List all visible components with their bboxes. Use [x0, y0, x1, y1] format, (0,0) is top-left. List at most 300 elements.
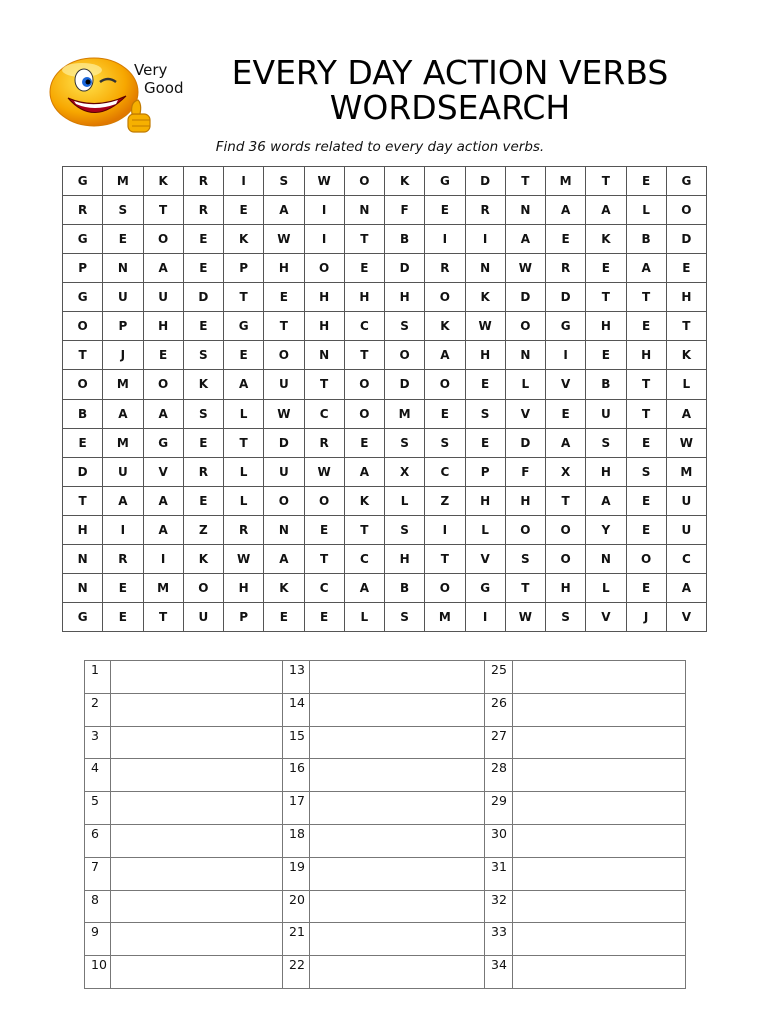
grid-cell[interactable]: C	[304, 399, 344, 428]
grid-cell[interactable]: R	[546, 254, 586, 283]
grid-cell[interactable]: D	[264, 428, 304, 457]
grid-cell[interactable]: G	[465, 573, 505, 602]
grid-cell[interactable]: M	[143, 573, 183, 602]
grid-cell[interactable]: V	[546, 370, 586, 399]
grid-cell[interactable]: T	[344, 515, 384, 544]
answer-blank[interactable]	[310, 759, 485, 792]
grid-cell[interactable]: A	[425, 341, 465, 370]
grid-cell[interactable]: B	[63, 399, 103, 428]
grid-cell[interactable]: H	[586, 312, 626, 341]
grid-cell[interactable]: A	[586, 196, 626, 225]
grid-cell[interactable]: E	[264, 602, 304, 631]
grid-cell[interactable]: E	[465, 370, 505, 399]
grid-cell[interactable]: S	[546, 602, 586, 631]
answer-blank[interactable]	[513, 759, 686, 792]
grid-cell[interactable]: L	[224, 486, 264, 515]
grid-cell[interactable]: J	[626, 602, 666, 631]
grid-cell[interactable]: O	[546, 515, 586, 544]
grid-cell[interactable]: F	[505, 457, 545, 486]
grid-cell[interactable]: O	[344, 370, 384, 399]
grid-cell[interactable]: D	[505, 283, 545, 312]
grid-cell[interactable]: E	[304, 602, 344, 631]
grid-cell[interactable]: E	[626, 428, 666, 457]
answer-blank[interactable]	[513, 693, 686, 726]
grid-cell[interactable]: R	[425, 254, 465, 283]
grid-cell[interactable]: E	[304, 515, 344, 544]
grid-cell[interactable]: A	[344, 457, 384, 486]
grid-cell[interactable]: H	[224, 573, 264, 602]
grid-cell[interactable]: N	[505, 196, 545, 225]
grid-cell[interactable]: D	[546, 283, 586, 312]
grid-cell[interactable]: U	[103, 283, 143, 312]
grid-cell[interactable]: W	[224, 544, 264, 573]
grid-cell[interactable]: U	[264, 370, 304, 399]
grid-cell[interactable]: D	[183, 283, 223, 312]
grid-cell[interactable]: M	[666, 457, 706, 486]
grid-cell[interactable]: B	[586, 370, 626, 399]
grid-cell[interactable]: P	[465, 457, 505, 486]
grid-cell[interactable]: G	[546, 312, 586, 341]
grid-cell[interactable]: I	[425, 225, 465, 254]
grid-cell[interactable]: E	[63, 428, 103, 457]
grid-cell[interactable]: O	[143, 370, 183, 399]
grid-cell[interactable]: B	[626, 225, 666, 254]
grid-cell[interactable]: E	[143, 341, 183, 370]
grid-cell[interactable]: W	[304, 167, 344, 196]
grid-cell[interactable]: E	[264, 283, 304, 312]
grid-cell[interactable]: Z	[183, 515, 223, 544]
grid-cell[interactable]: O	[425, 573, 465, 602]
grid-cell[interactable]: C	[304, 573, 344, 602]
answer-blank[interactable]	[111, 890, 283, 923]
grid-cell[interactable]: I	[143, 544, 183, 573]
answer-blank[interactable]	[111, 923, 283, 956]
answer-blank[interactable]	[111, 759, 283, 792]
grid-cell[interactable]: C	[344, 312, 384, 341]
grid-cell[interactable]: I	[546, 341, 586, 370]
grid-cell[interactable]: L	[344, 602, 384, 631]
grid-cell[interactable]: V	[666, 602, 706, 631]
answer-blank[interactable]	[111, 956, 283, 989]
grid-cell[interactable]: S	[385, 428, 425, 457]
grid-cell[interactable]: G	[143, 428, 183, 457]
grid-cell[interactable]: O	[505, 515, 545, 544]
grid-cell[interactable]: G	[63, 167, 103, 196]
grid-cell[interactable]: R	[63, 196, 103, 225]
grid-cell[interactable]: T	[344, 341, 384, 370]
grid-cell[interactable]: T	[546, 486, 586, 515]
grid-cell[interactable]: T	[586, 167, 626, 196]
grid-cell[interactable]: E	[183, 254, 223, 283]
grid-cell[interactable]: V	[505, 399, 545, 428]
wordsearch-grid	[62, 166, 707, 632]
grid-cell[interactable]: L	[224, 399, 264, 428]
grid-cell[interactable]: H	[666, 283, 706, 312]
answer-row	[85, 759, 686, 792]
grid-cell[interactable]: K	[183, 544, 223, 573]
grid-cell[interactable]: U	[666, 515, 706, 544]
grid-cell[interactable]: O	[626, 544, 666, 573]
grid-cell[interactable]: A	[103, 486, 143, 515]
grid-cell[interactable]: O	[385, 341, 425, 370]
answer-blank[interactable]	[513, 792, 686, 825]
answer-blank[interactable]	[310, 956, 485, 989]
grid-cell[interactable]: P	[224, 602, 264, 631]
grid-cell[interactable]: W	[666, 428, 706, 457]
answer-blank[interactable]	[513, 890, 686, 923]
grid-cell[interactable]: T	[304, 544, 344, 573]
grid-cell[interactable]: S	[586, 428, 626, 457]
grid-cell[interactable]: H	[465, 341, 505, 370]
grid-cell[interactable]: T	[63, 486, 103, 515]
grid-row	[63, 370, 707, 399]
grid-cell[interactable]: S	[264, 167, 304, 196]
grid-cell[interactable]: K	[264, 573, 304, 602]
grid-cell[interactable]: N	[304, 341, 344, 370]
answer-blank[interactable]	[111, 792, 283, 825]
grid-cell[interactable]: M	[385, 399, 425, 428]
grid-cell[interactable]: E	[626, 312, 666, 341]
grid-cell[interactable]: A	[143, 399, 183, 428]
grid-cell[interactable]: H	[63, 515, 103, 544]
answer-blank[interactable]	[513, 857, 686, 890]
grid-cell[interactable]: O	[304, 254, 344, 283]
grid-cell[interactable]: S	[183, 399, 223, 428]
grid-cell[interactable]: U	[264, 457, 304, 486]
answer-blank[interactable]	[513, 726, 686, 759]
grid-cell[interactable]: W	[304, 457, 344, 486]
grid-cell[interactable]: H	[505, 486, 545, 515]
answer-blank[interactable]	[310, 661, 485, 694]
grid-cell[interactable]: S	[385, 312, 425, 341]
grid-cell[interactable]: O	[344, 167, 384, 196]
grid-cell[interactable]: R	[304, 428, 344, 457]
grid-cell[interactable]: E	[344, 254, 384, 283]
grid-cell[interactable]: N	[505, 341, 545, 370]
grid-cell[interactable]: K	[344, 486, 384, 515]
grid-cell[interactable]: K	[183, 370, 223, 399]
grid-cell[interactable]: A	[264, 544, 304, 573]
grid-cell[interactable]: U	[183, 602, 223, 631]
grid-cell[interactable]: T	[586, 283, 626, 312]
grid-cell[interactable]: E	[586, 254, 626, 283]
grid-cell[interactable]: A	[505, 225, 545, 254]
grid-cell[interactable]: I	[465, 225, 505, 254]
grid-cell[interactable]: S	[103, 196, 143, 225]
grid-cell[interactable]: W	[505, 254, 545, 283]
grid-cell[interactable]: A	[546, 196, 586, 225]
grid-row	[63, 515, 707, 544]
grid-cell[interactable]: K	[425, 312, 465, 341]
grid-cell[interactable]: C	[666, 544, 706, 573]
grid-cell[interactable]: M	[425, 602, 465, 631]
grid-cell[interactable]: I	[224, 167, 264, 196]
grid-cell[interactable]: U	[103, 457, 143, 486]
grid-cell[interactable]: S	[183, 341, 223, 370]
grid-cell[interactable]: E	[626, 515, 666, 544]
grid-cell[interactable]: K	[666, 341, 706, 370]
answer-blank[interactable]	[310, 726, 485, 759]
grid-cell[interactable]: T	[143, 196, 183, 225]
grid-cell[interactable]: L	[465, 515, 505, 544]
grid-cell[interactable]: O	[264, 341, 304, 370]
answer-blank[interactable]	[310, 890, 485, 923]
grid-cell[interactable]: W	[465, 312, 505, 341]
grid-cell[interactable]: H	[304, 312, 344, 341]
grid-cell[interactable]: M	[103, 167, 143, 196]
grid-cell[interactable]: D	[465, 167, 505, 196]
grid-cell[interactable]: T	[425, 544, 465, 573]
grid-cell[interactable]: L	[385, 486, 425, 515]
grid-cell[interactable]: A	[103, 399, 143, 428]
grid-cell[interactable]: E	[224, 196, 264, 225]
grid-cell[interactable]: A	[143, 486, 183, 515]
grid-cell[interactable]: I	[425, 515, 465, 544]
answer-blank[interactable]	[111, 857, 283, 890]
grid-cell[interactable]: A	[626, 254, 666, 283]
grid-cell[interactable]: V	[143, 457, 183, 486]
grid-cell[interactable]: T	[626, 370, 666, 399]
grid-cell[interactable]: A	[143, 254, 183, 283]
answer-number: 18	[283, 824, 310, 857]
grid-cell[interactable]: I	[465, 602, 505, 631]
grid-cell[interactable]: L	[666, 370, 706, 399]
grid-cell[interactable]: L	[505, 370, 545, 399]
grid-cell[interactable]: V	[586, 602, 626, 631]
grid-cell[interactable]: D	[63, 457, 103, 486]
grid-cell[interactable]: O	[546, 544, 586, 573]
grid-cell[interactable]: P	[103, 312, 143, 341]
grid-cell[interactable]: H	[465, 486, 505, 515]
grid-cell[interactable]: Y	[586, 515, 626, 544]
grid-cell[interactable]: E	[425, 196, 465, 225]
grid-cell[interactable]: C	[425, 457, 465, 486]
answer-blank[interactable]	[513, 661, 686, 694]
grid-cell[interactable]: X	[385, 457, 425, 486]
grid-cell[interactable]: E	[546, 225, 586, 254]
grid-cell[interactable]: H	[586, 457, 626, 486]
answer-number: 22	[283, 956, 310, 989]
grid-cell[interactable]: A	[224, 370, 264, 399]
answer-blank[interactable]	[310, 693, 485, 726]
answer-blank[interactable]	[111, 693, 283, 726]
answer-blank[interactable]	[111, 726, 283, 759]
grid-cell[interactable]: H	[626, 341, 666, 370]
grid-cell[interactable]: O	[143, 225, 183, 254]
grid-cell[interactable]: H	[264, 254, 304, 283]
grid-cell[interactable]: N	[344, 196, 384, 225]
grid-cell[interactable]: I	[304, 196, 344, 225]
grid-cell[interactable]: E	[425, 399, 465, 428]
grid-cell[interactable]: E	[626, 486, 666, 515]
answer-blank[interactable]	[111, 661, 283, 694]
grid-cell[interactable]: O	[264, 486, 304, 515]
answer-blank[interactable]	[310, 923, 485, 956]
answer-number: 27	[485, 726, 513, 759]
answer-blank[interactable]	[513, 956, 686, 989]
grid-cell[interactable]: E	[183, 312, 223, 341]
grid-cell[interactable]: N	[103, 254, 143, 283]
grid-cell[interactable]: S	[385, 602, 425, 631]
page-title	[200, 55, 700, 125]
grid-cell[interactable]: U	[666, 486, 706, 515]
grid-cell[interactable]: O	[63, 312, 103, 341]
grid-cell[interactable]: E	[465, 428, 505, 457]
grid-cell[interactable]: T	[224, 283, 264, 312]
grid-cell[interactable]: H	[385, 544, 425, 573]
grid-cell[interactable]: D	[666, 225, 706, 254]
grid-cell[interactable]: R	[183, 196, 223, 225]
grid-cell[interactable]: N	[63, 544, 103, 573]
grid-cell[interactable]: E	[626, 573, 666, 602]
grid-cell[interactable]: A	[586, 486, 626, 515]
grid-cell[interactable]: M	[546, 167, 586, 196]
grid-cell[interactable]: A	[264, 196, 304, 225]
grid-cell[interactable]: L	[224, 457, 264, 486]
grid-cell[interactable]: S	[385, 515, 425, 544]
grid-cell[interactable]: M	[103, 428, 143, 457]
grid-cell[interactable]: S	[505, 544, 545, 573]
grid-cell[interactable]: N	[586, 544, 626, 573]
grid-cell[interactable]: T	[304, 370, 344, 399]
answer-blank[interactable]	[310, 857, 485, 890]
grid-cell[interactable]: S	[425, 428, 465, 457]
grid-cell[interactable]: B	[385, 573, 425, 602]
grid-cell[interactable]: T	[344, 225, 384, 254]
grid-cell[interactable]: T	[505, 167, 545, 196]
grid-cell[interactable]: K	[143, 167, 183, 196]
grid-cell[interactable]: G	[63, 225, 103, 254]
grid-cell[interactable]: E	[183, 225, 223, 254]
grid-cell[interactable]: E	[344, 428, 384, 457]
grid-cell[interactable]: T	[143, 602, 183, 631]
grid-cell[interactable]: T	[264, 312, 304, 341]
grid-cell[interactable]: E	[666, 254, 706, 283]
grid-cell[interactable]: D	[505, 428, 545, 457]
grid-cell[interactable]: I	[304, 225, 344, 254]
grid-cell[interactable]: R	[465, 196, 505, 225]
answer-number: 28	[485, 759, 513, 792]
grid-cell[interactable]: A	[666, 399, 706, 428]
grid-cell[interactable]: E	[546, 399, 586, 428]
grid-cell[interactable]: W	[264, 225, 304, 254]
grid-cell[interactable]: O	[304, 486, 344, 515]
grid-cell[interactable]: L	[626, 196, 666, 225]
grid-cell[interactable]: T	[63, 341, 103, 370]
grid-cell[interactable]: H	[385, 283, 425, 312]
grid-cell[interactable]: E	[103, 573, 143, 602]
grid-cell[interactable]: H	[344, 283, 384, 312]
grid-cell[interactable]: G	[224, 312, 264, 341]
grid-cell[interactable]: T	[626, 283, 666, 312]
grid-cell[interactable]: H	[143, 312, 183, 341]
grid-cell[interactable]: N	[264, 515, 304, 544]
grid-cell[interactable]: A	[344, 573, 384, 602]
grid-cell[interactable]: D	[385, 370, 425, 399]
grid-cell[interactable]: T	[626, 399, 666, 428]
grid-cell[interactable]: A	[143, 515, 183, 544]
grid-cell[interactable]: D	[385, 254, 425, 283]
grid-cell[interactable]: O	[425, 370, 465, 399]
grid-cell[interactable]: E	[626, 167, 666, 196]
grid-cell[interactable]: O	[344, 399, 384, 428]
grid-row	[63, 399, 707, 428]
grid-cell[interactable]: A	[666, 573, 706, 602]
grid-cell[interactable]: S	[465, 399, 505, 428]
grid-cell[interactable]: U	[143, 283, 183, 312]
grid-cell[interactable]: C	[344, 544, 384, 573]
grid-cell[interactable]: K	[385, 167, 425, 196]
grid-cell[interactable]: H	[546, 573, 586, 602]
grid-cell[interactable]: G	[425, 167, 465, 196]
grid-cell[interactable]: B	[385, 225, 425, 254]
grid-cell[interactable]: L	[586, 573, 626, 602]
grid-cell[interactable]: O	[505, 312, 545, 341]
answer-number: 34	[485, 956, 513, 989]
answer-blank[interactable]	[513, 824, 686, 857]
answer-number: 5	[85, 792, 111, 825]
grid-cell[interactable]: U	[586, 399, 626, 428]
grid-cell[interactable]: G	[666, 167, 706, 196]
grid-cell[interactable]: T	[224, 428, 264, 457]
grid-cell[interactable]: W	[505, 602, 545, 631]
grid-cell[interactable]: S	[626, 457, 666, 486]
grid-cell[interactable]: W	[264, 399, 304, 428]
grid-cell[interactable]: R	[224, 515, 264, 544]
grid-cell[interactable]: I	[103, 515, 143, 544]
grid-cell[interactable]: N	[63, 573, 103, 602]
grid-cell[interactable]: O	[183, 573, 223, 602]
grid-cell[interactable]: K	[586, 225, 626, 254]
grid-cell[interactable]: E	[103, 225, 143, 254]
grid-cell[interactable]: E	[183, 428, 223, 457]
answer-blank[interactable]	[111, 824, 283, 857]
grid-cell[interactable]: M	[103, 370, 143, 399]
grid-cell[interactable]: H	[304, 283, 344, 312]
answer-blank[interactable]	[310, 824, 485, 857]
grid-cell[interactable]: R	[183, 457, 223, 486]
grid-cell[interactable]: E	[224, 341, 264, 370]
grid-cell[interactable]: A	[546, 428, 586, 457]
grid-cell[interactable]: P	[63, 254, 103, 283]
grid-cell[interactable]: F	[385, 196, 425, 225]
grid-cell[interactable]: V	[465, 544, 505, 573]
grid-cell[interactable]: Z	[425, 486, 465, 515]
grid-cell[interactable]: K	[465, 283, 505, 312]
grid-cell[interactable]: X	[546, 457, 586, 486]
grid-cell[interactable]: O	[425, 283, 465, 312]
grid-cell[interactable]: T	[505, 573, 545, 602]
grid-cell[interactable]: N	[465, 254, 505, 283]
grid-cell[interactable]: O	[63, 370, 103, 399]
grid-cell[interactable]: R	[103, 544, 143, 573]
grid-cell[interactable]: T	[666, 312, 706, 341]
grid-cell[interactable]: J	[103, 341, 143, 370]
grid-cell[interactable]: G	[63, 602, 103, 631]
grid-cell[interactable]: K	[224, 225, 264, 254]
grid-cell[interactable]: O	[666, 196, 706, 225]
grid-cell[interactable]: P	[224, 254, 264, 283]
grid-row	[63, 254, 707, 283]
grid-cell[interactable]: G	[63, 283, 103, 312]
answer-blank[interactable]	[310, 792, 485, 825]
grid-cell[interactable]: R	[183, 167, 223, 196]
grid-cell[interactable]: E	[183, 486, 223, 515]
grid-cell[interactable]: E	[586, 341, 626, 370]
grid-cell[interactable]: E	[103, 602, 143, 631]
answer-number: 16	[283, 759, 310, 792]
answer-blank[interactable]	[513, 923, 686, 956]
